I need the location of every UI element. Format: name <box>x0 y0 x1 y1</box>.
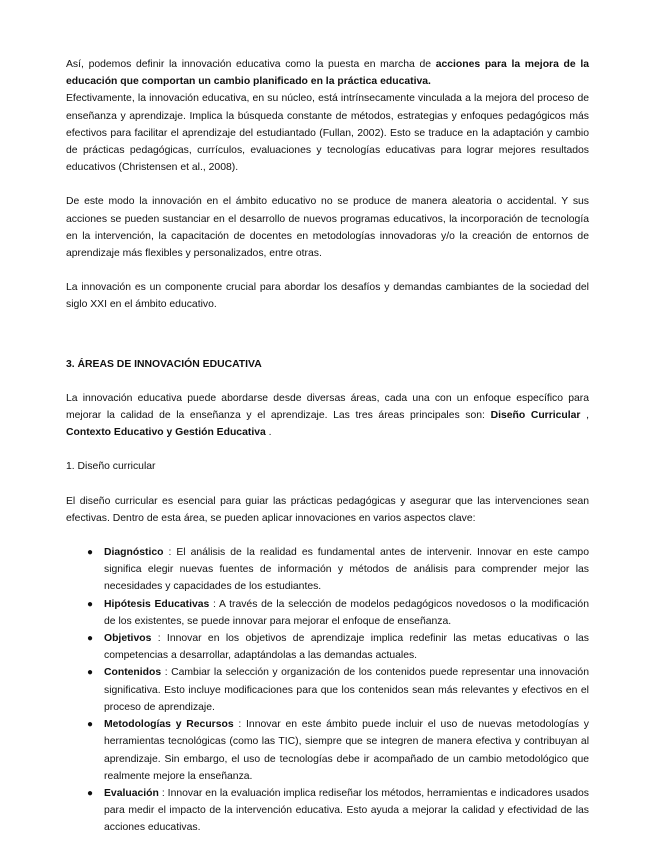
list-item <box>66 664 589 716</box>
area-name-2: Contexto Educativo y Gestión Educativa <box>66 427 266 439</box>
bullet-icon: ● <box>87 667 94 679</box>
list-item-term: Evaluación <box>104 787 159 799</box>
bullet-icon: ● <box>87 547 94 559</box>
list-item <box>66 716 589 785</box>
list-item-text: : Innovar en los objetivos de aprendizaje implica redefinir las metas educativas o las competencias a desarrollar, adaptándolas a las demandas actuales. <box>104 633 589 662</box>
area-separator: , <box>580 410 589 422</box>
bullet-icon: ● <box>87 787 94 799</box>
section-heading: 3. ÁREAS DE INNOVACIÓN EDUCATIVA <box>66 358 262 370</box>
list-item-text: : A través de la selección de modelos pedagógicos novedosos o la modificación de los existentes, se puede innovar para mejorar el enfoque de enseñanza. <box>104 598 589 627</box>
list-item-text: : Cambiar la selección y organización de los contenidos puede representar una innovación significativa. Esto incluye modificaciones para que los contenidos sean más relevantes y efectivos en el proceso de aprendizaje. <box>104 667 589 713</box>
subsection-intro: El diseño curricular es esencial para guiar las prácticas pedagógicas y asegurar que las intervenciones sean efectivas. Dentro de esta área, se pueden aplicar innovaciones en varios aspectos clave: <box>66 495 589 524</box>
list-item-term: Hipótesis Educativas <box>104 598 210 610</box>
list-item-text: : Innovar en la evaluación implica rediseñar los métodos, herramientas e indicadores usados para medir el impacto de la intervención educativa. Esto ayuda a mejorar la calidad y efectividad de las acciones educativas. <box>104 787 589 834</box>
section-intro-text: La innovación educativa puede abordarse desde diversas áreas, cada una con un enfoque específico para mejorar la calidad de la enseñanza y el aprendizaje. Las tres áreas principales son: <box>66 392 589 422</box>
intro-paragraph-3: De este modo la innovación en el ámbito educativo no se produce de manera aleatoria o accidental. Y sus acciones se pueden sustanciar en el desarrollo de nuevos programas educativos, la incorporación de tecnología en la intervención, la capacitación de docentes en metodologías innovadoras y/o la creación de entornos de aprendizaje más flexibles y personalizados, entre otras. <box>66 196 589 260</box>
list-item-term: Metodologías y Recursos <box>104 719 234 731</box>
list-item <box>66 785 589 837</box>
list-item <box>66 596 589 630</box>
intro-paragraph-1-emphasis: acciones para la mejora de la educación que comportan un cambio planificado en la práctica educativa. <box>66 59 589 88</box>
list-item-term: Diagnóstico <box>104 547 164 559</box>
list-item-text: : Innovar en este ámbito puede incluir el uso de nuevas metodologías y herramientas tecnológicas (como las TIC), siempre que se integren de manera efectiva y contribuyan al aprendizaje. Sin embargo, el uso de tecnologías debe ir acompañado de un cambio metodológico que realmente mejore la enseñanza. <box>104 719 589 782</box>
list-item <box>66 630 589 664</box>
area-name-1: Diseño Curricular <box>490 410 581 422</box>
subsection-heading: 1. Diseño curricular <box>66 461 156 473</box>
design-aspects-list <box>66 544 589 836</box>
section-intro-paragraph <box>66 390 589 442</box>
list-item <box>66 544 589 596</box>
bullet-icon: ● <box>87 633 94 645</box>
list-item-text: : El análisis de la realidad es fundamental antes de intervenir. Innovar en este campo significa elegir nuevas fuentes de información y métodos de análisis para comprender mejor las necesidades y capacidades de los estudiantes. <box>104 547 589 593</box>
intro-paragraph-2: Efectivamente, la innovación educativa, en su núcleo, está intrínsecamente vinculada a la mejora del proceso de enseñanza y aprendizaje. Implica la búsqueda constante de métodos, estrategias y enfoques pedagógicos más efectivos para facilitar el aprendizaje del estudiantado (Fullan, 2002). Esto se traduce en la adaptación y cambio de prácticas pedagógicas, currículos, evaluaciones y tecnologías educativas para lograr mejores resultados educativos (Christensen et al., 2008). <box>66 93 589 174</box>
intro-paragraph-1 <box>66 56 589 90</box>
list-item-term: Contenidos <box>104 667 162 679</box>
bullet-icon: ● <box>87 598 94 610</box>
bullet-icon: ● <box>87 719 94 731</box>
page-content <box>66 56 589 837</box>
list-item-term: Objetivos <box>104 633 152 645</box>
intro-paragraph-1-text: Así, podemos definir la innovación educativa como la puesta en marcha de <box>66 59 436 70</box>
intro-paragraph-4: La innovación es un componente crucial para abordar los desafíos y demandas cambiantes de la sociedad del siglo XXI en el ámbito educativo. <box>66 282 589 311</box>
section-intro-end: . <box>265 427 272 439</box>
